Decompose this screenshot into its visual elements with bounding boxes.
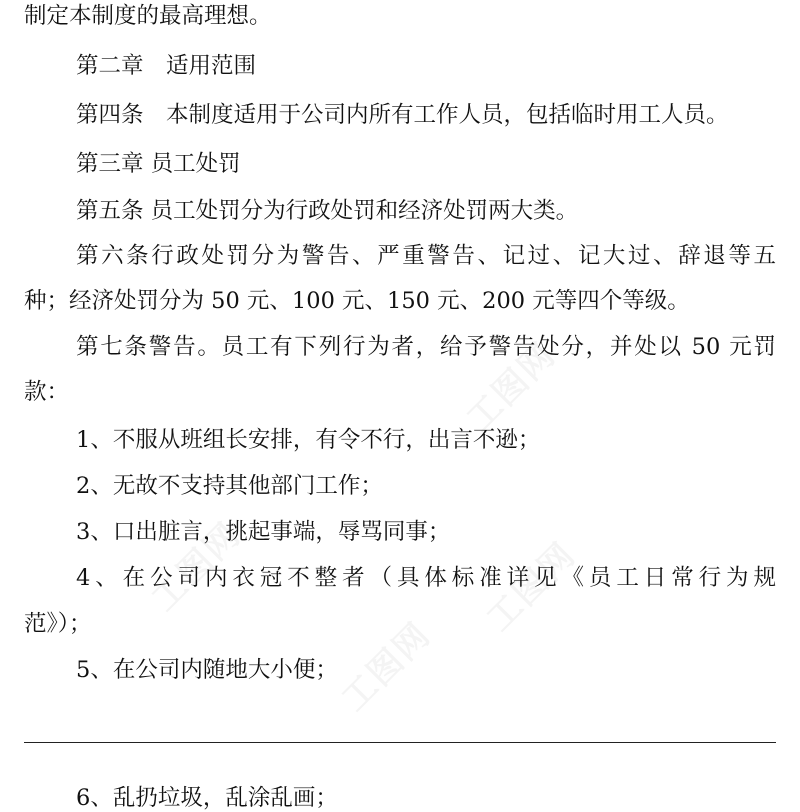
text-line-continuation: 制定本制度的最高理想。	[24, 3, 272, 29]
list-item-1: 1、不服从班组长安排，有令不行，出言不逊；	[76, 427, 541, 453]
article-6-line-2: 种；经济处罚分为 50 元、100 元、150 元、200 元等四个等级。	[24, 288, 690, 314]
chapter-heading-2: 第二章 适用范围	[76, 53, 257, 79]
chapter-heading-3: 第三章 员工处罚	[76, 151, 241, 177]
article-7-line-2: 款：	[24, 379, 70, 405]
list-item-6: 6、乱扔垃圾，乱涂乱画；	[76, 785, 338, 811]
list-item-4-line-2: 范》）；	[24, 611, 92, 637]
list-item-3: 3、口出脏言，挑起事端，辱骂同事；	[76, 519, 451, 545]
article-6-line-1: 第六条行政处罚分为警告、严重警告、记过、记大过、辞退等五	[76, 243, 776, 269]
article-4: 第四条 本制度适用于公司内所有工作人员，包括临时用工人员。	[76, 102, 729, 128]
article-5: 第五条 员工处罚分为行政处罚和经济处罚两大类。	[76, 198, 579, 224]
article-7-line-1: 第七条警告。员工有下列行为者，给予警告处分，并处以 50 元罚	[76, 334, 776, 360]
list-item-2: 2、无故不支持其他部门工作；	[76, 473, 383, 499]
list-item-4-line-1: 4、在公司内衣冠不整者（具体标准详见《员工日常行为规	[76, 565, 776, 591]
list-item-5: 5、在公司内随地大小便；	[76, 657, 338, 683]
page-divider	[24, 742, 776, 743]
